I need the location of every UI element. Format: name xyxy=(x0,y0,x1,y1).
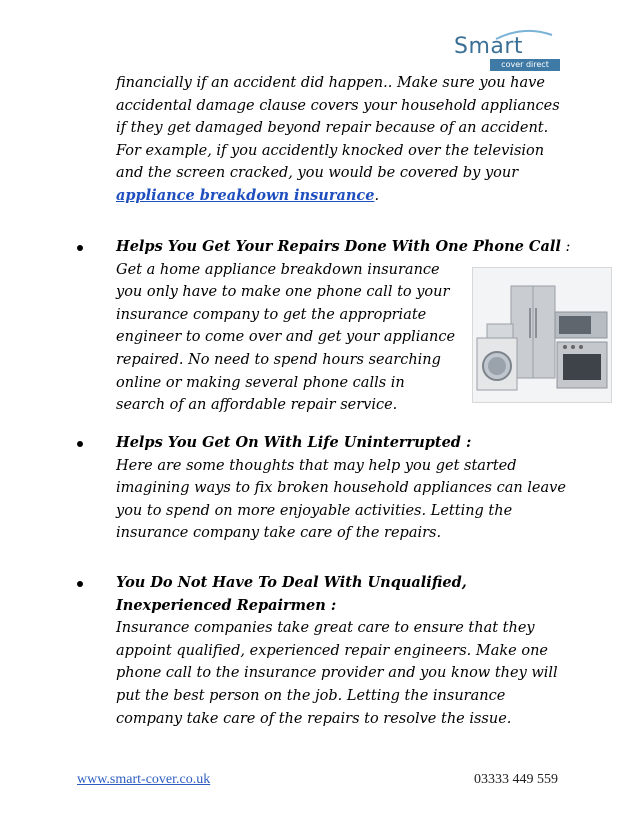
footer-website-link[interactable]: www.smart-cover.co.uk xyxy=(77,772,211,787)
list-item xyxy=(116,572,572,730)
appliances-icon xyxy=(473,268,611,402)
bullet-heading: You Do Not Have To Deal With Unqualified, Inexperienced Repairmen : xyxy=(116,574,467,614)
logo-wordmark: Smart xyxy=(454,34,524,59)
bullet-icon xyxy=(77,245,83,251)
bullet-heading: Helps You Get Your Repairs Done With One Phone Call : xyxy=(116,238,571,255)
intro-text: financially if an accident did happen.. Make sure you have accidental damage clause covers your household appliances if they get damaged beyond repair because of an accident. For example, if you accidently knocked over the television and the screen cracked, you would be covered by your xyxy=(116,75,560,182)
bullet-icon xyxy=(77,581,83,587)
bullet-body: Here are some thoughts that may help you get started imagining ways to fix broken household appliances can leave you to spend on more enjoyable activities. Letting the insurance company take care of the repairs. xyxy=(116,457,566,542)
logo-tagline: cover direct xyxy=(490,59,560,71)
intro-paragraph xyxy=(116,72,572,208)
appliance-breakdown-insurance-link[interactable]: appliance breakdown insurance xyxy=(116,186,375,204)
list-item xyxy=(116,432,572,545)
intro-text-end: . xyxy=(374,187,380,204)
bullet-heading: Helps You Get On With Life Uninterrupted : xyxy=(116,434,472,451)
bullet-icon xyxy=(77,441,83,447)
bullet-body: Insurance companies take great care to ensure that they appoint qualified, experienced repair engineers. Make one phone call to the insurance provider and you know they will put the best person on the job. Letting the insurance company take care of the repairs to resolve the issue. xyxy=(116,620,558,727)
footer-phone: 03333 449 559 xyxy=(474,772,558,787)
smart-cover-logo xyxy=(454,36,564,72)
kitchen-appliances-photo xyxy=(472,267,612,403)
document-body xyxy=(116,72,572,727)
bullet-body: Get a home appliance breakdown insurance you only have to make one phone call to your insurance company to get the appropriate engineer to come over and get your appliance repaired. No need to spend hours searching online or making several phone calls in search of an affordable repair service. xyxy=(116,261,456,414)
